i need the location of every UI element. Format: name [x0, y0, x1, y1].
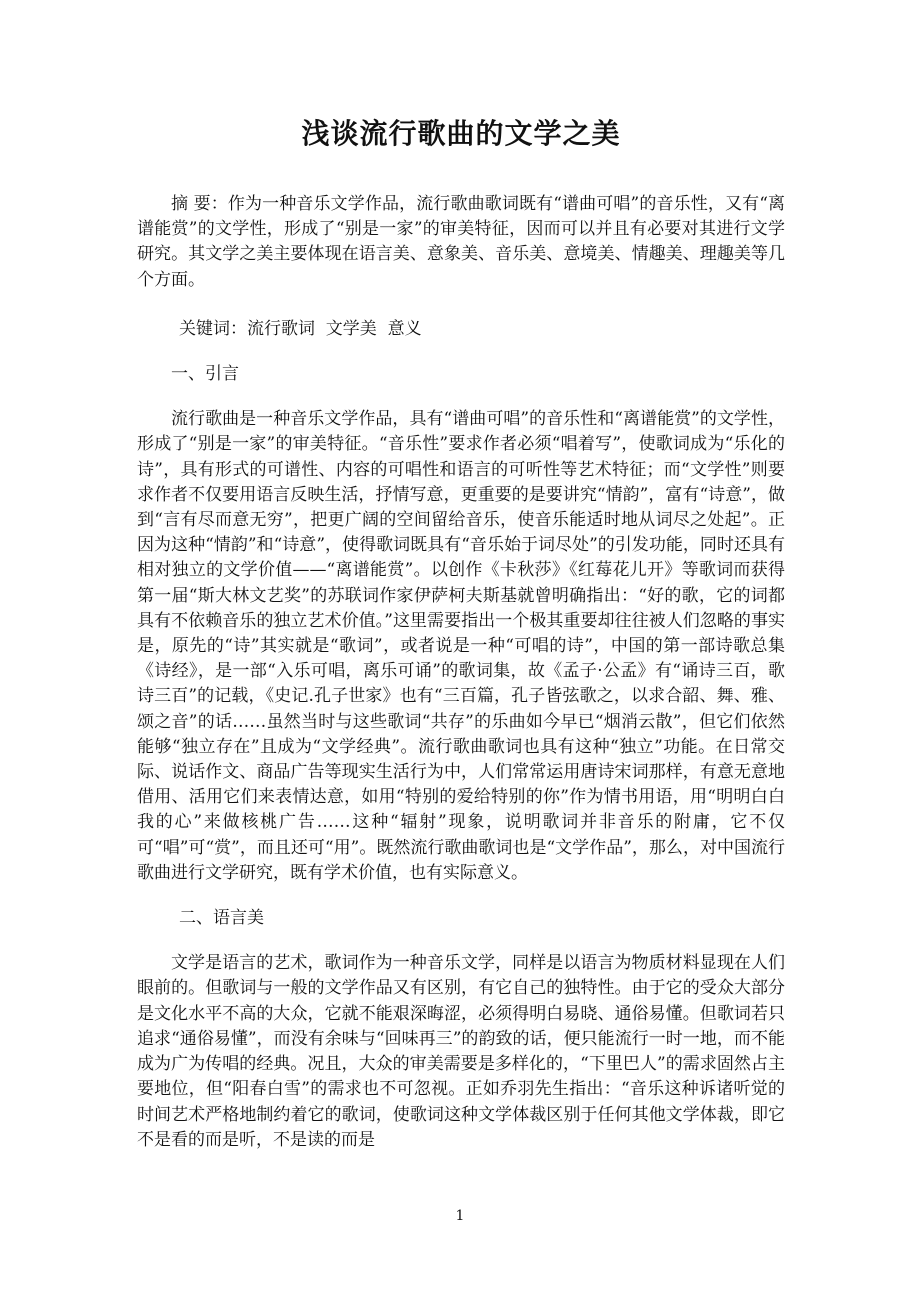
section-heading-intro: 一、引言 — [171, 364, 239, 385]
document-title: 浅谈流行歌曲的文学之美 — [301, 117, 621, 150]
abstract-label: 摘 要： — [171, 194, 228, 214]
page-number: 1 — [455, 1208, 465, 1224]
document-body — [137, 112, 785, 1153]
abstract-paragraph — [137, 192, 785, 293]
keywords-line — [137, 317, 785, 342]
section-body-intro: 流行歌曲是一种音乐文学作品，具有“谱曲可唱”的音乐性和“离谱能赏”的文学性，形成了“别是一家”的审美特征。“音乐性”要求作者必须“唱着写”，使歌词成为“乐化的诗”，具有形式的可谱性、内容的可唱性和语言的可听性等艺术特征；而“文学性”则要求作者不仅要用语言反映生活，抒情写意，更重要的是要讲究“情韵”，富有“诗意”，做到“言有尽而意无穷”，把更广阔的空间留给音乐，使音乐能适时地从词尽之处起”。正因为这种“情韵”和“诗意”，使得歌词既具有“音乐始于词尽处”的引发功能，同时还具有相对独立的文学价值——“离谱能赏”。以创作《卡秋莎》《红莓花儿开》等歌词而获得第一届“斯大林文艺奖”的苏联词作家伊萨柯夫斯基就曾明确指出：“好的歌，它的词都具有不依赖音乐的独立艺术价值。”这里需要指出一个极其重要却往往被人们忽略的事实是，原先的“诗”其实就是“歌词”，或者说是一种“可唱的诗”，中国的第一部诗歌总集《诗经》，是一部“入乐可唱，离乐可诵”的歌词集，故《孟子·公孟》有“诵诗三百，歌诗三百”的记载，《史记.孔子世家》也有“三百篇，孔子皆弦歌之，以求合韶、舞、雅、颂之音”的话……虽然当时与这些歌词“共存”的乐曲如今早已“烟消云散”，但它们依然能够“独立存在”且成为“文学经典”。流行歌曲歌词也具有这种“独立”功能。在日常交际、说话作文、商品广告等现实生活行为中，人们常常运用唐诗宋词那样，有意无意地借用、活用它们来表情达意，如用“特别的爱给特别的你”作为情书用语，用“明明白白我的心”来做核桃广告……这种“辐射”现象，说明歌词并非音乐的附庸，它不仅可“唱”可“赏”，而且还可“用”。既然流行歌曲歌词也是“文学作品”，那么，对中国流行歌曲进行文学研究，既有学术价值，也有实际意义。 — [137, 409, 785, 883]
abstract-text: 作为一种音乐文学作品，流行歌曲歌词既有“谱曲可唱”的音乐性，又有“离谱能赏”的文学性，形成了“别是一家”的审美特征，因而可以并且有必要对其进行文学研究。其文学之美主要体现在语言美、意象美、音乐美、意境美、情趣美、理趣美等几个方面。 — [137, 194, 786, 290]
keywords-label: 关键词： — [179, 318, 247, 339]
section-body-language: 文学是语言的艺术，歌词作为一种音乐文学，同样是以语言为物质材料显现在人们眼前的。但歌词与一般的文学作品又有区别，有它自己的独特性。由于它的受众大部分是文化水平不高的大众，它就不能艰深晦涩，必须得明白易晓、通俗易懂。但歌词若只追求“通俗易懂”，而没有余味与“回味再三”的韵致的话，便只能流行一时一地，而不能成为广为传唱的经典。况且，大众的审美需要是多样化的，“下里巴人”的需求固然占主要地位，但“阳春白雪”的需求也不可忽视。正如乔羽先生指出：“音乐这种诉诸听觉的时间艺术严格地制约着它的歌词，使歌词这种文学体裁区别于任何其他文学体裁，即它不是看的而是听，不是读的而是 — [137, 953, 785, 1150]
keywords-text: 流行歌词 文学美 意义 — [247, 318, 422, 339]
section-heading-language: 二、语言美 — [179, 908, 264, 929]
